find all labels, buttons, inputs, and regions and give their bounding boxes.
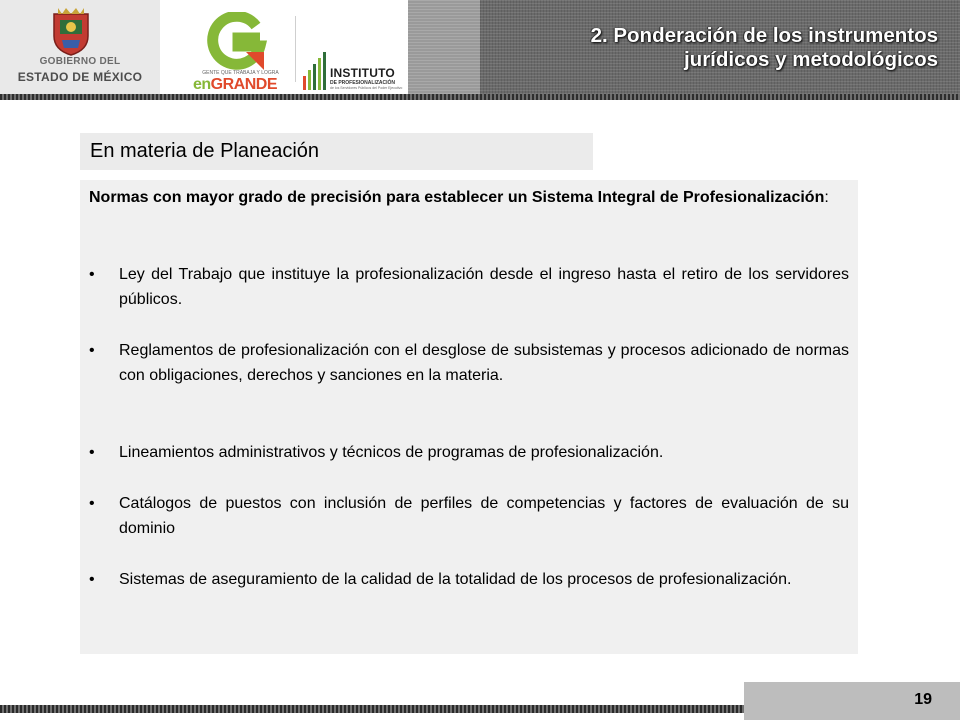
list-item-text: Sistemas de aseguramiento de la calidad de la totalidad de los procesos de profesionalización. [119,571,792,588]
slide-header [0,0,960,96]
section-title: En materia de Planeación [90,140,320,162]
engrande-grande: GRANDE [210,76,278,93]
list-item-text: Catálogos de puestos con inclusión de perfiles de competencias y factores de evaluación de su dominio [119,495,849,537]
header-bottom-stripe [0,94,960,100]
slide-title [418,24,938,72]
slide-title-line2: jurídicos y metodológicos [683,48,938,71]
institute-name: INSTITUTO [330,66,395,80]
institute-sub: DE PROFESIONALIZACIÓN [330,80,396,86]
list-item-text: Reglamentos de profesionalización con el desglose de subsistemas y procesos adicionado de normas con obligaciones, derechos y sanciones en la materia. [119,342,849,384]
list-item [89,338,849,388]
page-number-box [744,682,960,720]
bullet-icon: • [89,571,95,588]
bullet-icon: • [89,495,95,512]
bullet-icon: • [89,444,95,461]
intro-paragraph [89,186,849,210]
list-item [89,440,849,465]
list-item [89,262,849,312]
gov-logo [0,0,160,94]
content-box [80,180,858,654]
intro-colon: : [824,189,829,206]
slide-title-line1: 2. Ponderación de los instrumentos [590,24,938,47]
list-item-text: Lineamientos administrativos y técnicos de programas de profesionalización. [119,444,664,461]
bullet-icon: • [89,266,95,283]
g-logo-icon [206,12,268,72]
engrande-tagline: GENTE QUE TRABAJA Y LOGRA [202,70,279,76]
intro-bold: Normas con mayor grado de precisión para establecer un Sistema Integral de Profesionalización [89,189,825,206]
list-item-text: Ley del Trabajo que instituye la profesionalización desde el ingreso hasta el retiro de los servidores públicos. [119,266,849,308]
bullet-icon: • [89,342,95,359]
institute-small: de los Servidores Públicos del Poder Ejecutivo [330,86,403,90]
list-item [89,491,849,541]
list-item [89,567,849,592]
bar-graph-icon [303,50,329,90]
section-header [80,133,593,170]
engrande-en: en [193,76,211,93]
gov-logo-line2: ESTADO DE MÉXICO [17,70,143,84]
logo-divider [295,16,296,82]
gov-logo-line1: GOBIERNO DEL [39,56,121,67]
page-number: 19 [914,691,932,708]
engrande-wordmark [193,76,277,94]
state-seal-icon [48,6,94,56]
